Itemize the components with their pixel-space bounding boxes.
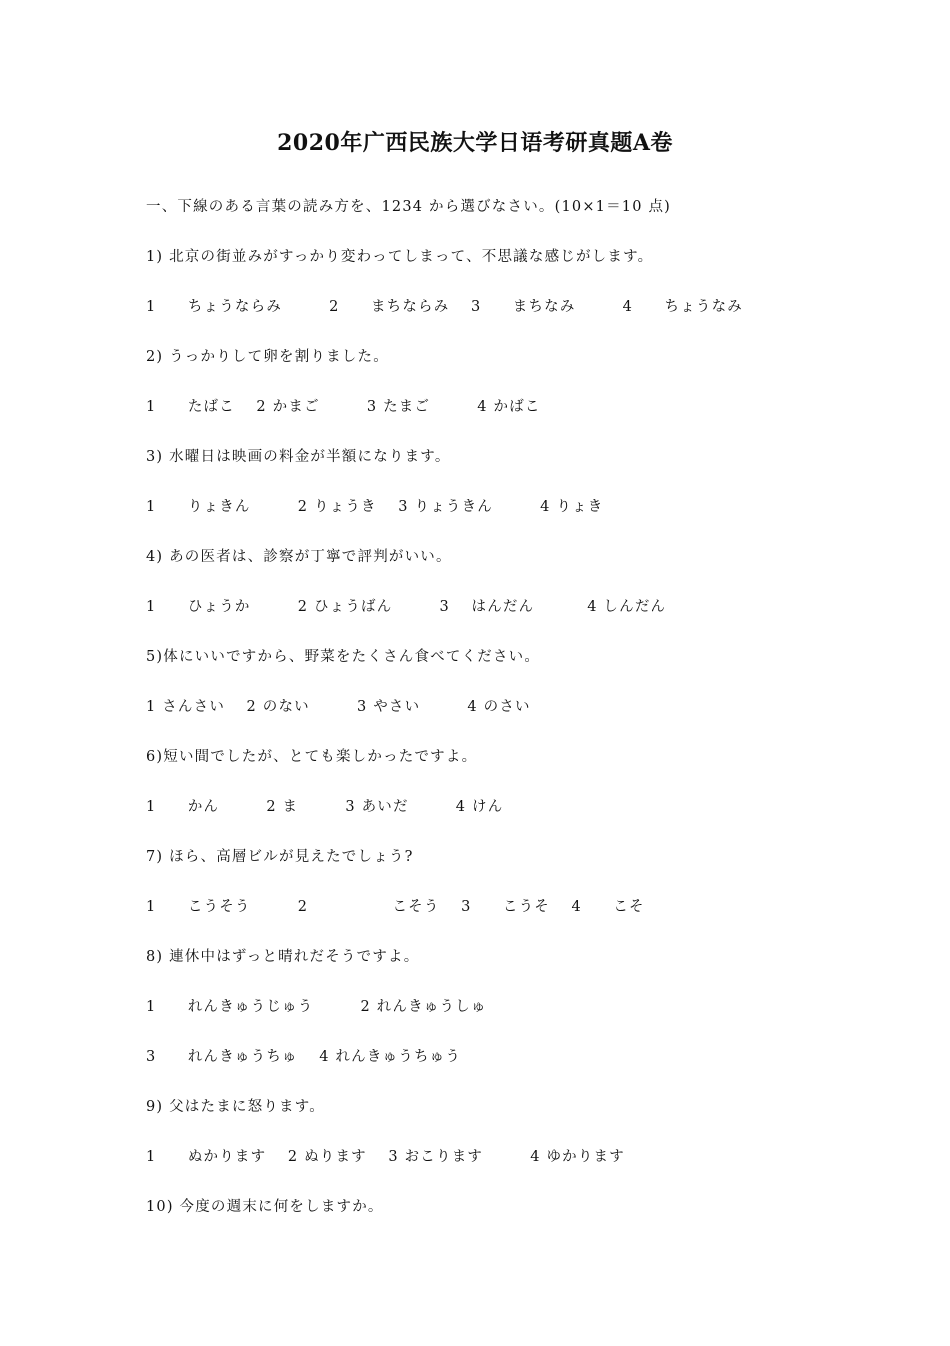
question-10-prompt: 10) 今度の週末に何をしますか。 <box>146 1199 384 1215</box>
question-3-prompt: 3) 水曜日は映画の料金が半額になります。 <box>146 449 451 465</box>
question-4-options: 1 ひょうか 2 ひょうばん 3 はんだん 4 しんだん <box>146 599 667 615</box>
question-6-options: 1 かん 2 ま 3 あいだ 4 けん <box>146 799 504 815</box>
question-9-options: 1 ぬかります 2 ぬります 3 おこります 4 ゆかります <box>146 1149 625 1165</box>
question-6-prompt: 6)短い間でしたが、とても楽しかったですよ。 <box>146 749 478 765</box>
question-8-options-a: 1 れんきゅうじゅう 2 れんきゅうしゅ <box>146 999 487 1015</box>
section-heading: 一、下線のある言葉の読み方を、1234 から選びなさい。(10×1＝10 点) <box>146 199 672 215</box>
question-5-options: 1 さんさい 2 のない 3 やさい 4 のさい <box>146 699 531 715</box>
page-title: 2020年广西民族大学日语考研真题A卷 <box>277 130 673 156</box>
question-1-prompt: 1) 北京の街並みがすっかり変わってしまって、不思議な感じがします。 <box>146 249 654 265</box>
question-2-options: 1 たばこ 2 かまご 3 たまご 4 かばこ <box>146 399 541 415</box>
question-8-options-b: 3 れんきゅうちゅ 4 れんきゅうちゅう <box>146 1049 462 1065</box>
question-2-prompt: 2) うっかりして卵を割りました。 <box>146 349 389 365</box>
question-7-options: 1 こうそう 2 こそう 3 こうそ 4 こそ <box>146 899 645 915</box>
question-8-prompt: 8) 連休中はずっと晴れだそうですよ。 <box>146 949 420 965</box>
question-7-prompt: 7) ほら、高層ビルが見えたでしょう? <box>146 849 414 865</box>
question-1-options: 1 ちょうならみ 2 まちならみ 3 まちなみ 4 ちょうなみ <box>146 299 744 315</box>
question-4-prompt: 4) あの医者は、診察が丁寧で評判がいい。 <box>146 549 452 565</box>
question-9-prompt: 9) 父はたまに怒ります。 <box>146 1099 325 1115</box>
question-3-options: 1 りょきん 2 りょうき 3 りょうきん 4 りょき <box>146 499 604 515</box>
question-5-prompt: 5)体にいいですから、野菜をたくさん食べてください。 <box>146 649 541 665</box>
